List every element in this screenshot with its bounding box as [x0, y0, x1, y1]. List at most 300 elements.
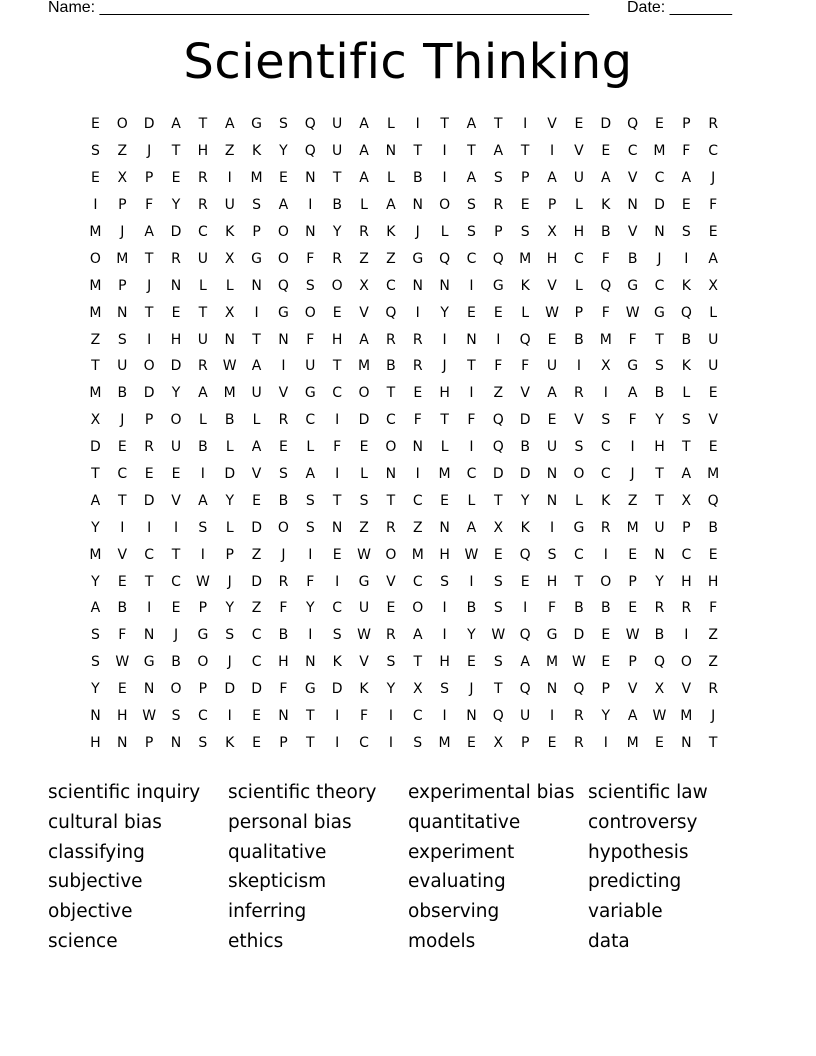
grid-letter: S	[359, 492, 369, 509]
grid-letter: E	[279, 170, 288, 187]
grid-letter: P	[118, 277, 127, 294]
word-list-item: scientific law	[588, 782, 708, 803]
grid-letter: E	[467, 734, 476, 751]
grid-letter: A	[681, 170, 692, 187]
grid-letter: F	[521, 358, 530, 375]
grid-letter: F	[628, 412, 637, 429]
grid-letter: Z	[708, 627, 718, 644]
grid-letter: G	[251, 116, 263, 133]
grid-letter: X	[547, 224, 557, 240]
grid-letter: N	[170, 277, 182, 294]
grid-letter: X	[412, 681, 423, 698]
grid-letter: M	[89, 304, 102, 321]
grid-letter: G	[358, 573, 370, 590]
grid-letter: T	[332, 358, 342, 375]
grid-letter: P	[252, 224, 261, 240]
word-list-item: experimental bias	[408, 782, 575, 803]
grid-letter: Q	[492, 250, 504, 267]
grid-letter: T	[198, 304, 208, 321]
grid-letter: N	[546, 466, 558, 483]
grid-letter: I	[254, 304, 259, 321]
grid-letter: N	[117, 304, 128, 321]
grid-letter: U	[251, 385, 262, 402]
grid-letter: T	[655, 466, 664, 483]
grid-letter: V	[278, 385, 289, 402]
grid-letter: I	[308, 546, 313, 563]
grid-letter: T	[332, 170, 342, 187]
grid-letter: I	[469, 573, 474, 590]
grid-letter: N	[412, 197, 423, 214]
grid-letter: N	[439, 277, 450, 294]
grid-letter: N	[546, 492, 558, 509]
grid-letter: F	[413, 412, 422, 429]
grid-letter: P	[198, 600, 208, 617]
grid-letter: C	[144, 546, 155, 563]
grid-letter: O	[680, 654, 692, 671]
grid-letter: E	[547, 412, 557, 429]
grid-letter: T	[198, 116, 208, 133]
grid-letter: R	[493, 197, 504, 214]
grid-letter: T	[171, 143, 181, 160]
grid-letter: D	[224, 681, 236, 698]
grid-letter: S	[574, 439, 584, 456]
header	[48, 0, 768, 20]
grid-letter: W	[222, 358, 237, 375]
grid-letter: D	[251, 573, 262, 590]
grid-letter: I	[147, 519, 152, 536]
grid-letter: C	[332, 600, 343, 617]
grid-letter: G	[278, 304, 289, 321]
grid-letter: I	[147, 331, 152, 348]
grid-letter: T	[306, 734, 315, 751]
grid-letter: E	[91, 170, 100, 187]
grid-letter: S	[547, 546, 557, 563]
grid-letter: S	[279, 466, 288, 483]
word-list-item: controversy	[588, 811, 698, 833]
grid-letter: C	[708, 143, 719, 160]
grid-letter: N	[654, 224, 665, 240]
grid-letter: Y	[279, 143, 288, 160]
grid-letter: R	[708, 681, 719, 698]
grid-letter: M	[653, 143, 666, 160]
grid-letter: L	[440, 224, 449, 240]
grid-letter: I	[684, 250, 689, 267]
grid-letter: P	[118, 197, 127, 214]
grid-letter: C	[117, 466, 128, 483]
grid-letter: K	[386, 224, 396, 240]
grid-letter: J	[147, 143, 152, 160]
grid-letter: O	[277, 250, 289, 267]
grid-letter: K	[601, 492, 611, 509]
grid-letter: I	[523, 116, 528, 133]
grid-letter: T	[306, 708, 315, 725]
grid-letter: N	[412, 439, 423, 456]
word-list-item: quantitative	[408, 811, 521, 833]
grid-letter: A	[627, 385, 638, 402]
grid-letter: K	[225, 734, 235, 751]
grid-letter: Z	[359, 519, 369, 536]
grid-letter: D	[251, 681, 262, 698]
grid-letter: O	[304, 304, 316, 321]
grid-letter: C	[171, 573, 181, 590]
grid-letter: W	[357, 546, 371, 563]
grid-letter: P	[144, 734, 154, 751]
grid-letter: M	[626, 519, 639, 536]
grid-letter: N	[278, 331, 289, 348]
letter-grid	[82, 111, 727, 756]
grid-letter: T	[118, 492, 127, 509]
grid-letter: H	[439, 546, 450, 563]
grid-letter: A	[305, 466, 316, 483]
grid-letter: D	[224, 466, 236, 483]
grid-letter: S	[279, 116, 288, 133]
grid-letter: J	[173, 627, 179, 644]
word-list-item: hypothesis	[588, 841, 689, 863]
grid-letter: F	[333, 439, 342, 456]
grid-letter: L	[574, 197, 583, 214]
grid-letter: G	[251, 250, 263, 267]
grid-letter: X	[224, 250, 235, 267]
grid-letter: Q	[492, 708, 504, 725]
grid-letter: C	[251, 654, 262, 671]
grid-letter: C	[197, 224, 208, 240]
grid-letter: L	[574, 492, 583, 509]
grid-letter: H	[546, 573, 558, 590]
grid-letter: I	[442, 331, 447, 348]
grid-letter: J	[281, 546, 286, 563]
grid-letter: C	[654, 170, 665, 187]
grid-letter: S	[90, 627, 100, 644]
grid-letter: X	[224, 304, 235, 321]
grid-letter: I	[442, 600, 447, 617]
grid-letter: U	[197, 331, 208, 348]
grid-letter: A	[547, 385, 557, 402]
grid-letter: C	[681, 546, 692, 563]
grid-letter: S	[601, 412, 611, 429]
grid-letter: H	[90, 734, 101, 751]
grid-letter: O	[412, 600, 424, 617]
page-title: Scientific Thinking	[183, 34, 633, 90]
grid-letter: M	[599, 331, 612, 348]
grid-letter: A	[708, 250, 718, 267]
grid-letter: E	[252, 734, 262, 751]
grid-letter: V	[574, 143, 584, 160]
grid-letter: G	[143, 654, 155, 671]
grid-letter: W	[625, 627, 640, 644]
grid-letter: V	[520, 385, 530, 402]
grid-letter: L	[386, 170, 395, 187]
grid-letter: D	[143, 116, 155, 133]
grid-letter: Y	[171, 385, 181, 402]
grid-letter: R	[574, 708, 584, 725]
grid-letter: I	[147, 600, 152, 617]
grid-letter: Q	[439, 250, 451, 267]
grid-letter: U	[546, 439, 558, 456]
grid-letter: I	[415, 304, 420, 321]
grid-letter: P	[144, 412, 154, 429]
grid-letter: S	[171, 708, 181, 725]
grid-letter: R	[144, 439, 155, 456]
grid-letter: E	[547, 331, 557, 348]
grid-letter: G	[546, 627, 558, 644]
grid-letter: I	[227, 708, 232, 725]
grid-letter: H	[707, 573, 719, 590]
grid-letter: T	[144, 304, 154, 321]
grid-letter: T	[440, 412, 449, 429]
grid-letter: G	[627, 358, 639, 375]
grid-letter: Q	[653, 654, 665, 671]
grid-letter: L	[682, 385, 691, 402]
grid-letter: B	[654, 627, 665, 644]
grid-letter: H	[170, 331, 182, 348]
grid-letter: I	[335, 412, 340, 429]
grid-letter: S	[332, 627, 342, 644]
grid-letter: S	[305, 519, 315, 536]
grid-letter: V	[359, 304, 369, 321]
grid-letter: S	[493, 170, 503, 187]
grid-letter: I	[469, 439, 474, 456]
word-list-item: models	[408, 930, 476, 952]
grid-letter: N	[546, 681, 558, 698]
grid-letter: L	[225, 277, 234, 294]
grid-letter: L	[225, 439, 234, 456]
grid-letter: I	[93, 197, 98, 214]
date-field-label: Date: _______	[627, 0, 732, 16]
grid-letter: I	[442, 143, 447, 160]
grid-letter: S	[225, 627, 235, 644]
grid-letter: M	[438, 466, 451, 483]
grid-letter: V	[117, 546, 128, 563]
grid-letter: E	[493, 546, 503, 563]
grid-letter: S	[467, 224, 476, 240]
word-list-item: variable	[588, 901, 663, 923]
grid-letter: M	[116, 250, 129, 267]
grid-letter: S	[655, 358, 664, 375]
grid-letter: E	[708, 546, 718, 563]
grid-letter: U	[708, 331, 719, 348]
grid-letter: S	[198, 734, 208, 751]
grid-letter: B	[681, 331, 692, 348]
grid-letter: W	[195, 573, 210, 590]
grid-letter: A	[171, 116, 181, 133]
grid-letter: T	[171, 546, 181, 563]
grid-letter: F	[118, 627, 127, 644]
grid-letter: W	[491, 627, 506, 644]
grid-letter: R	[278, 412, 289, 429]
grid-letter: D	[492, 466, 504, 483]
grid-letter: V	[547, 277, 557, 294]
grid-letter: J	[442, 358, 447, 375]
grid-letter: F	[145, 197, 154, 214]
grid-letter: A	[412, 627, 423, 644]
grid-letter: T	[467, 358, 476, 375]
grid-letter: M	[89, 385, 102, 402]
grid-letter: N	[170, 734, 182, 751]
grid-letter: N	[627, 197, 638, 214]
grid-letter: T	[332, 492, 342, 509]
grid-letter: E	[171, 304, 181, 321]
grid-letter: D	[331, 681, 343, 698]
grid-letter: F	[682, 143, 691, 160]
grid-letter: G	[654, 304, 665, 321]
grid-letter: U	[546, 358, 558, 375]
grid-letter: N	[143, 681, 155, 698]
grid-letter: N	[305, 654, 316, 671]
grid-letter: A	[359, 170, 369, 187]
grid-letter: V	[251, 466, 262, 483]
grid-letter: Z	[412, 519, 423, 536]
grid-letter: N	[305, 170, 316, 187]
grid-letter: M	[357, 358, 371, 375]
grid-letter: I	[335, 734, 340, 751]
grid-letter: L	[709, 304, 718, 321]
grid-letter: A	[547, 170, 557, 187]
grid-letter: T	[91, 466, 100, 483]
grid-letter: D	[143, 385, 155, 402]
grid-letter: P	[520, 170, 530, 187]
grid-letter: D	[573, 627, 585, 644]
grid-letter: G	[197, 627, 209, 644]
grid-letter: E	[144, 466, 154, 483]
grid-letter: B	[574, 331, 584, 348]
grid-letter: V	[386, 573, 396, 590]
grid-letter: G	[492, 277, 504, 294]
grid-letter: V	[681, 681, 692, 698]
grid-letter: B	[574, 600, 584, 617]
grid-letter: A	[466, 116, 477, 133]
grid-letter: H	[278, 654, 289, 671]
grid-letter: H	[197, 143, 209, 160]
grid-letter: E	[601, 654, 611, 671]
grid-letter: U	[520, 708, 531, 725]
grid-letter: J	[711, 170, 716, 187]
grid-letter: S	[681, 224, 691, 240]
grid-letter: A	[627, 708, 638, 725]
grid-letter: S	[681, 412, 691, 429]
grid-letter: H	[546, 250, 558, 267]
grid-letter: C	[466, 466, 477, 483]
grid-letter: G	[627, 277, 639, 294]
grid-letter: B	[117, 385, 128, 402]
grid-letter: I	[335, 708, 340, 725]
grid-letter: J	[227, 654, 232, 671]
grid-letter: T	[494, 492, 503, 509]
grid-letter: L	[198, 412, 207, 429]
grid-letter: C	[654, 277, 665, 294]
word-list-item: subjective	[48, 871, 143, 893]
grid-letter: F	[628, 331, 637, 348]
grid-letter: S	[198, 519, 208, 536]
grid-letter: I	[173, 519, 179, 536]
grid-letter: S	[493, 654, 503, 671]
grid-letter: D	[358, 412, 370, 429]
grid-letter: Y	[91, 573, 100, 590]
grid-letter: N	[385, 143, 397, 160]
grid-letter: A	[520, 654, 530, 671]
grid-letter: A	[600, 170, 611, 187]
grid-letter: Z	[251, 600, 262, 617]
grid-letter: J	[657, 250, 662, 267]
grid-letter: C	[251, 627, 262, 644]
grid-letter: B	[708, 519, 718, 536]
grid-letter: R	[198, 170, 208, 187]
grid-letter: E	[332, 546, 342, 563]
grid-letter: G	[412, 250, 424, 267]
grid-letter: U	[573, 170, 585, 187]
grid-letter: C	[305, 412, 316, 429]
grid-letter: T	[144, 573, 154, 590]
grid-letter: Q	[385, 304, 397, 321]
grid-letter: T	[440, 116, 449, 133]
grid-letter: S	[305, 492, 315, 509]
grid-letter: E	[601, 627, 611, 644]
grid-letter: O	[277, 224, 289, 240]
grid-letter: R	[654, 600, 665, 617]
grid-letter: F	[306, 573, 315, 590]
grid-letter: E	[547, 734, 557, 751]
grid-letter: A	[198, 492, 208, 509]
grid-letter: C	[385, 412, 396, 429]
grid-letter: P	[547, 197, 557, 214]
word-list-item: personal bias	[228, 811, 352, 833]
grid-letter: C	[412, 492, 423, 509]
grid-letter: I	[603, 385, 608, 402]
grid-letter: N	[305, 224, 316, 240]
grid-letter: P	[574, 304, 584, 321]
grid-letter: R	[386, 519, 396, 536]
grid-letter: M	[626, 734, 639, 751]
grid-letter: T	[708, 734, 718, 751]
grid-letter: Z	[627, 492, 638, 509]
grid-letter: C	[412, 573, 423, 590]
grid-letter: U	[332, 143, 343, 160]
grid-letter: B	[520, 439, 530, 456]
grid-letter: Y	[306, 600, 315, 617]
grid-letter: I	[200, 466, 205, 483]
grid-letter: P	[682, 116, 691, 133]
grid-letter: N	[278, 708, 289, 725]
grid-letter: A	[278, 197, 289, 214]
grid-letter: W	[545, 304, 559, 321]
grid-letter: L	[306, 439, 315, 456]
grid-letter: V	[574, 412, 584, 429]
grid-letter: K	[681, 358, 691, 375]
grid-letter: E	[279, 439, 288, 456]
grid-letter: E	[520, 573, 530, 590]
grid-letter: B	[386, 358, 396, 375]
grid-letter: B	[600, 600, 611, 617]
grid-letter: T	[655, 331, 664, 348]
grid-letter: C	[385, 277, 396, 294]
grid-letter: I	[603, 734, 608, 751]
grid-letter: E	[359, 439, 369, 456]
grid-letter: B	[117, 600, 128, 617]
grid-letter: U	[332, 116, 343, 133]
grid-letter: O	[331, 277, 343, 294]
grid-letter: S	[90, 143, 100, 160]
grid-letter: K	[601, 197, 611, 214]
grid-letter: X	[708, 277, 718, 294]
grid-letter: O	[439, 197, 451, 214]
grid-letter: R	[574, 385, 584, 402]
grid-letter: R	[386, 331, 396, 348]
grid-letter: Z	[90, 331, 101, 348]
grid-letter: F	[601, 250, 610, 267]
grid-letter: N	[439, 519, 450, 536]
grid-letter: S	[252, 197, 262, 214]
grid-letter: R	[198, 197, 208, 214]
grid-letter: E	[91, 116, 100, 133]
